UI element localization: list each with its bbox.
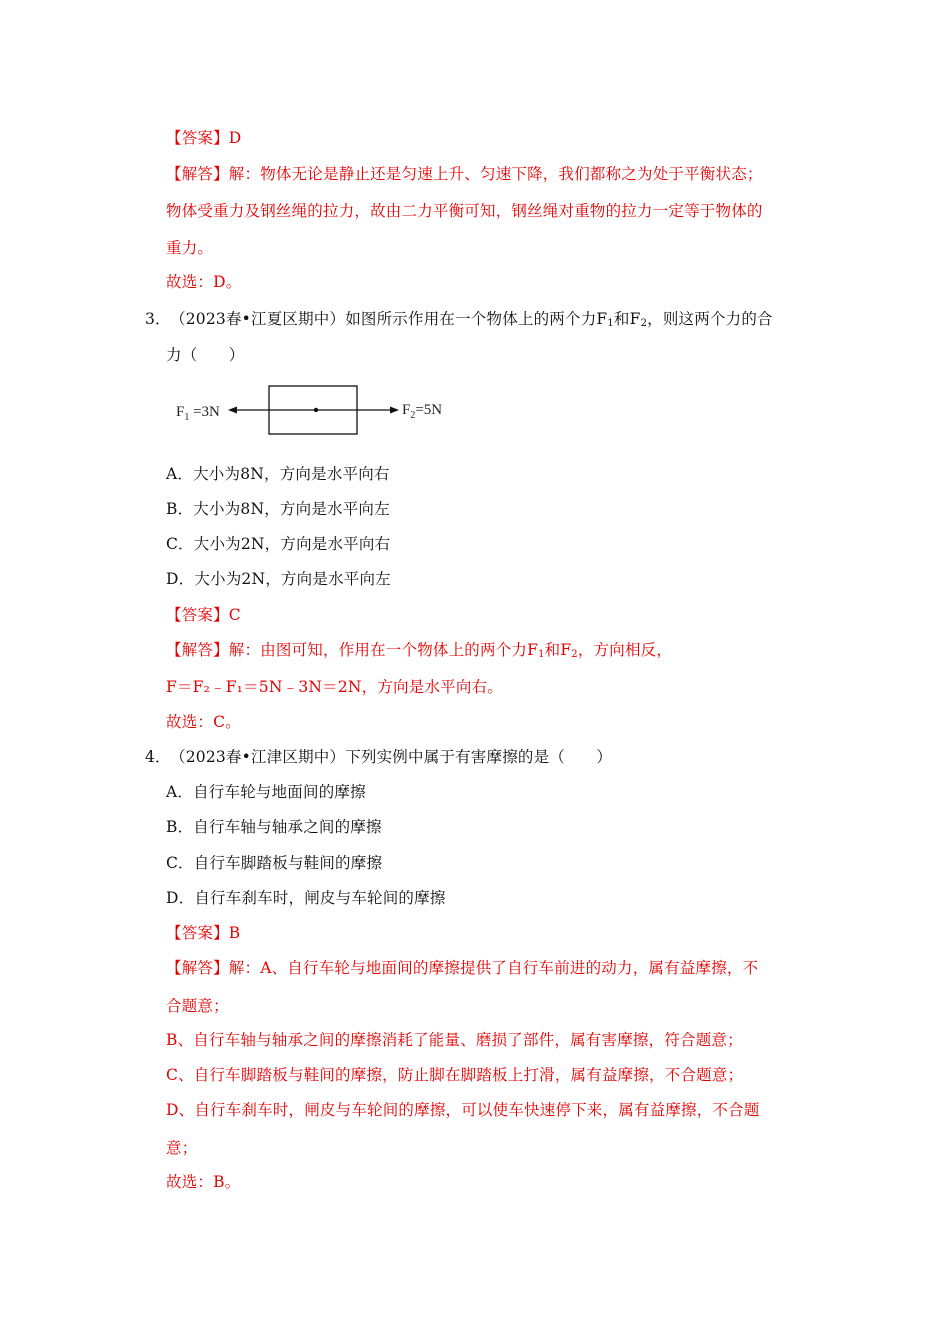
q2-analysis-line-2: 物体受重力及钢丝绳的拉力，故由二力平衡可知，钢丝绳对重物的拉力一定等于物体的 xyxy=(166,202,763,220)
q3-analysis-line-1: 【解答】解：由图可知，作用在一个物体上的两个力$F_1$和$F_2$，方向相反， xyxy=(166,641,673,660)
q4-analysis-line-5: D、自行车刹车时，闸皮与车轮间的摩擦，可以使车快速停下来，属有益摩擦，不合题 xyxy=(166,1101,760,1119)
q3-option-d: D．大小为2N，方向是水平向左 xyxy=(166,570,391,588)
q2-analysis-line-1: 【解答】解：物体无论是静止还是匀速上升、匀速下降，我们都称之为处于平衡状态； xyxy=(166,165,763,183)
q4-analysis-line-2: 合题意； xyxy=(166,997,229,1015)
q3-stem-line-2: 力（ ） xyxy=(166,346,245,364)
q4-analysis-line-4: C、自行车脚踏板与鞋间的摩擦，防止脚在脚踏板上打滑，属有益摩擦，不合题意； xyxy=(166,1066,744,1084)
q4-analysis-line-1: 【解答】解：A、自行车轮与地面间的摩擦提供了自行车前进的动力，属有益摩擦，不 xyxy=(166,959,759,977)
q3-analysis-line-2: F＝F₂﹣F₁＝5N﹣3N＝2N，方向是水平向右。 xyxy=(166,678,503,696)
q4-option-c: C．自行车脚踏板与鞋间的摩擦 xyxy=(166,854,383,872)
force-f2-label: $F_2=5N$ xyxy=(402,402,443,421)
q4-number: 4． xyxy=(145,748,171,766)
q4-analysis-line-3: B、自行车轴与轴承之间的摩擦消耗了能量、磨损了部件，属有害摩擦，符合题意； xyxy=(166,1031,743,1049)
q3-answer: 【答案】C xyxy=(166,606,241,624)
q2-answer: 【答案】D xyxy=(166,129,242,147)
q4-analysis-line-6: 意； xyxy=(166,1139,198,1157)
force-f1-arrowhead xyxy=(228,407,237,414)
q4-option-d: D．自行车刹车时，闸皮与车轮间的摩擦 xyxy=(166,889,446,907)
force-f1-label: $F_1 =3N$ xyxy=(176,404,220,423)
q3-option-a: A．大小为8N，方向是水平向右 xyxy=(166,465,390,483)
q3-number: 3． xyxy=(145,310,171,328)
q3-select: 故选：C。 xyxy=(166,713,241,731)
force-f2-arrowhead xyxy=(390,407,399,414)
q4-option-b: B．自行车轴与轴承之间的摩擦 xyxy=(166,818,382,836)
force-diagram xyxy=(170,380,470,442)
q3-option-b: B．大小为8N，方向是水平向左 xyxy=(166,500,390,518)
q3-option-c: C．大小为2N，方向是水平向右 xyxy=(166,535,391,553)
q4-option-a: A．自行车轮与地面间的摩擦 xyxy=(166,783,366,801)
q4-stem: （2023春•江津区期中）下列实例中属于有害摩擦的是（ ） xyxy=(170,748,613,766)
q4-select: 故选：B。 xyxy=(166,1173,241,1191)
q2-select: 故选：D。 xyxy=(166,273,242,291)
q4-answer: 【答案】B xyxy=(166,924,241,942)
q2-analysis-line-3: 重力。 xyxy=(166,239,214,257)
q3-stem-line-1: （2023春•江夏区期中）如图所示作用在一个物体上的两个力$F_1$和$F_2$，则这两个力的合 xyxy=(170,310,773,329)
